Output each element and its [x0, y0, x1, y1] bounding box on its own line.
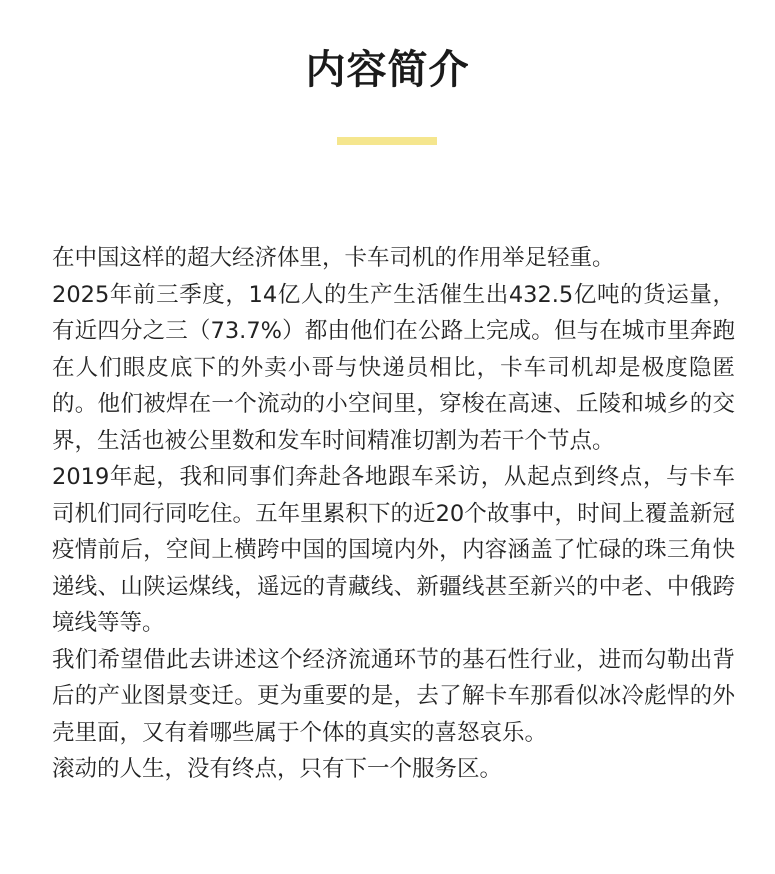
title-underline-bar: [337, 137, 437, 145]
paragraph-1: 在中国这样的超大经济体里，卡车司机的作用举足轻重。: [52, 245, 615, 271]
paragraph-4: 我们希望借此去讲述这个经济流通环节的基石性行业，进而勾勒出背后的产业图景变迁。更为重要的是，去了解卡车那看似冰冷彪悍的外壳里面，又有着哪些属于个体的真实的喜怒哀乐。: [52, 646, 735, 746]
paragraph-3: 2019年起，我和同事们奔赴各地跟车采访，从起点到终点，与卡车司机们同行同吃住。五年里累积下的近20个故事中，时间上覆盖新冠疫情前后，空间上横跨中国的国境内外，内容涵盖了忙碌的珠三角快递线、山陕运煤线，遥远的青藏线、新疆线甚至新兴的中老、中俄跨境线等等。: [52, 464, 735, 636]
page-title: 内容简介: [305, 47, 470, 93]
paragraph-2: 2025年前三季度，14亿人的生产生活催生出432.5亿吨的货运量，有近四分之三（73.7%）都由他们在公路上完成。但与在城市里奔跑在人们眼皮底下的外卖小哥与快递员相比，卡车司机却是极度隐匿的。他们被焊在一个流动的小空间里，穿梭在高速、丘陵和城乡的交界，生活也被公里数和发车时间精准切割为若干个节点。: [52, 281, 735, 454]
intro-body: [52, 240, 735, 788]
paragraph-5: 滚动的人生，没有终点，只有下一个服务区。: [52, 756, 503, 782]
